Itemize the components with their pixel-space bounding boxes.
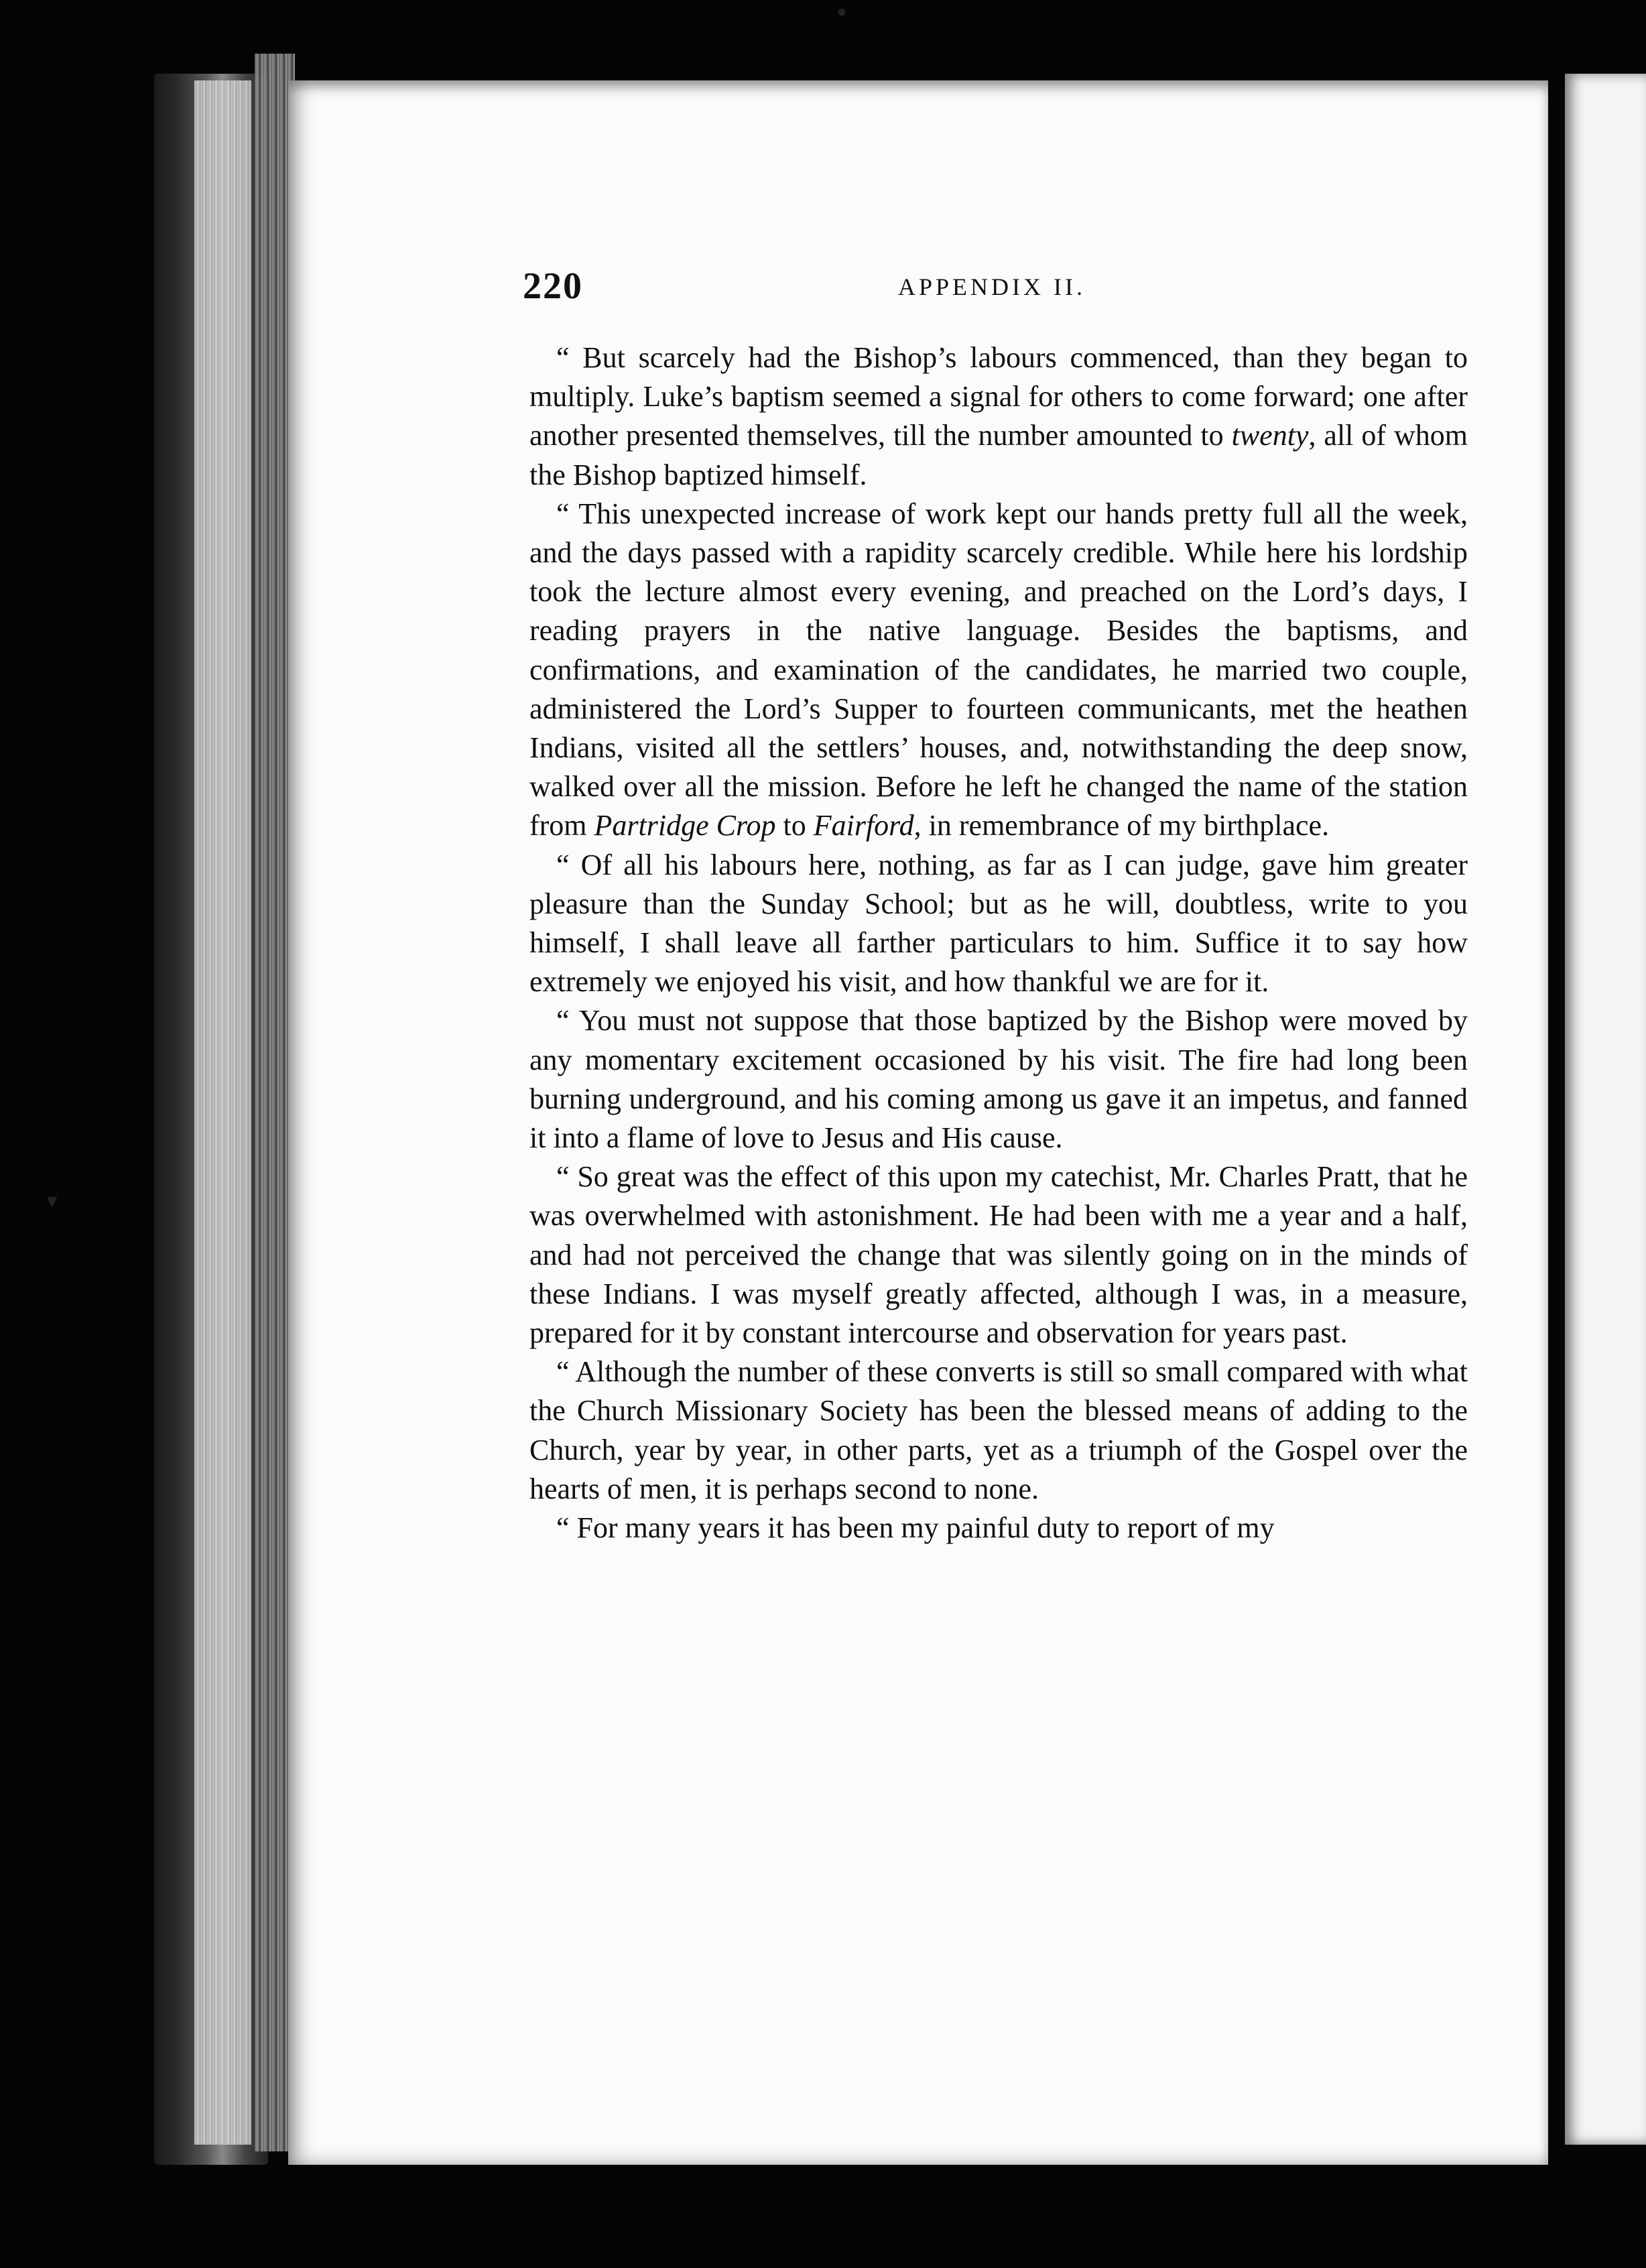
text-run: “ Although the number of these converts is still so small compared with what the Church Missionary Society has been the blessed means of adding to the Church, year by year, in other parts, yet as a triumph of the Gospel over the hearts of men, it is perhaps second to none.	[529, 1355, 1468, 1505]
text-run: “ You must not suppose that those baptized by the Bishop were moved by any momentary excitement occasioned by his visit. The fire had long been burning underground, and his coming among us gave it an impetus, and fanned it into a flame of love to Jesus and His cause.	[529, 1004, 1468, 1155]
page-header	[523, 265, 1474, 318]
text-run: “ For many years it has been my painful duty to report of my	[556, 1511, 1275, 1545]
paragraph	[529, 495, 1468, 846]
text-run: “ But scarcely had the Bishop’s labours commenced, than they began to multiply. Luke’s baptism seemed a signal for others to come forward; one after another presented themselves, till the number amounted to	[529, 341, 1468, 452]
italic-text: Fairford	[813, 809, 914, 842]
paragraph	[529, 1001, 1468, 1157]
running-head: APPENDIX II.	[898, 273, 1086, 300]
text-run: to	[775, 809, 814, 842]
paragraph	[529, 1157, 1468, 1352]
text-run: “ This unexpected increase of work kept our hands pretty full all the week, and the days passed with a rapidity scarcely credible. While here his lordship took the lecture almost every evening, and preached on the Lord’s days, I reading prayers in the native language. Besides the baptisms, and confirmations, and examination of the candidates, he married two couple, administered the Lord’s Supper to fourteen communicants, met the heathen Indians, visited all the settlers’ houses, and, notwithstanding the deep snow, walked over all the mission. Before he left he changed the name of the station from	[529, 497, 1468, 842]
text-run: “ So great was the effect of this upon my catechist, Mr. Charles Pratt, that he was overwhelmed with astonishment. He had been with me a year and a half, and had not perceived the change that was silently going on in the minds of these Indians. I was myself greatly affected, although I was, in a measure, prepared for it by constant intercourse and observation for years past.	[529, 1160, 1468, 1350]
text-run: , all of whom the Bishop baptized himself.	[529, 419, 1468, 491]
italic-text: Partridge Crop	[594, 809, 776, 842]
text-run: , in remembrance of my birthplace.	[913, 809, 1330, 842]
page-number: 220	[523, 265, 583, 307]
scan-speck: ▼	[47, 1193, 58, 1209]
paragraph	[529, 1509, 1468, 1548]
facing-page-edge	[1565, 74, 1646, 2145]
page-edges	[194, 80, 251, 2145]
paragraph	[529, 338, 1468, 495]
body-text	[529, 338, 1468, 1548]
paragraph	[529, 846, 1468, 1002]
italic-text: twenty	[1231, 419, 1309, 452]
paragraph	[529, 1352, 1468, 1509]
scan-speck: ●	[838, 7, 846, 17]
text-run: “ Of all his labours here, nothing, as far as I can judge, gave him greater pleasure than the Sunday School; but as he will, doubtless, write to you himself, I shall leave all farther particulars to him. Suffice it to say how extremely we enjoyed his visit, and how thankful we are for it.	[529, 848, 1468, 999]
